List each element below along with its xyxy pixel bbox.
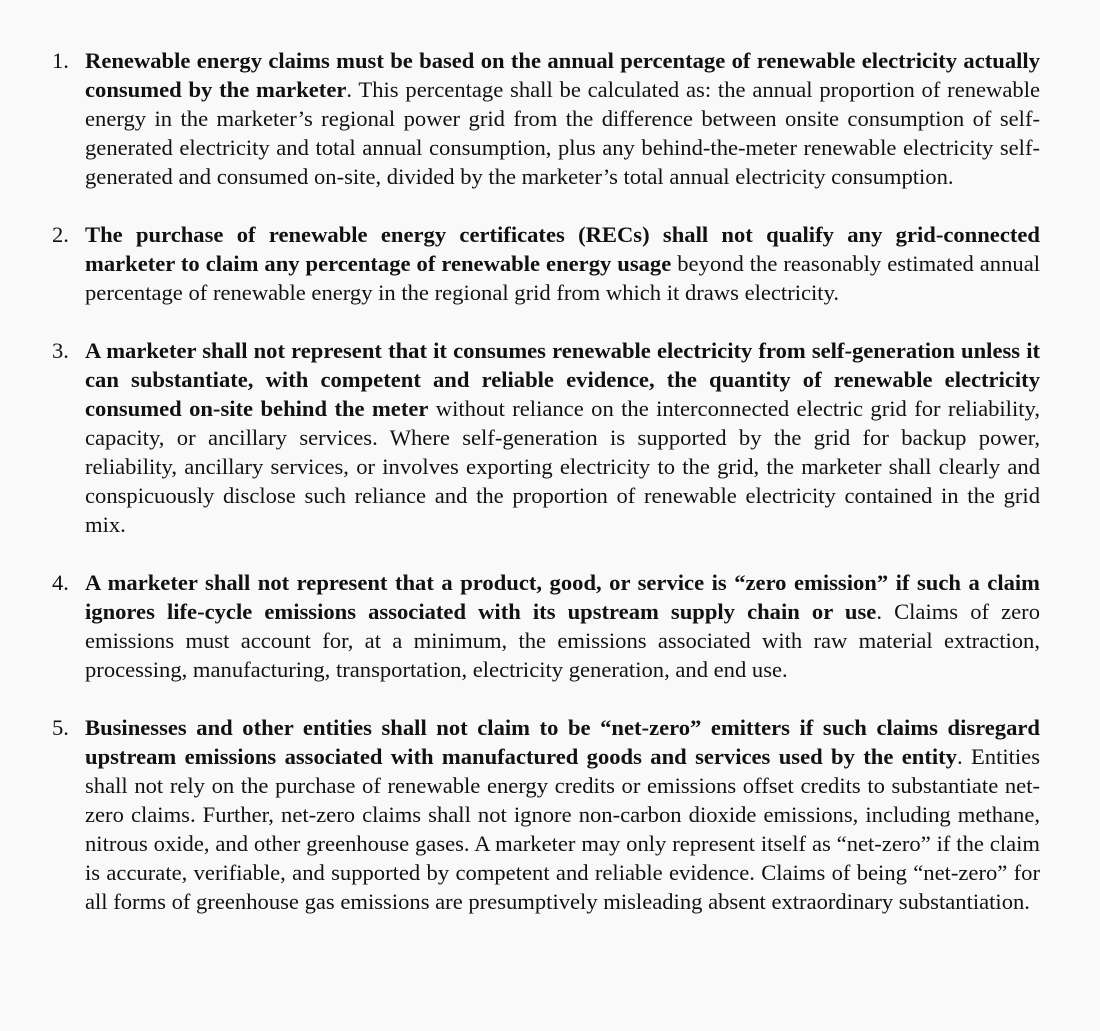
rule-heading: The purchase of renewable energy certificates (RECs) shall not qualify any grid-connected marketer to claim any percentage of renewable energy usage bbox=[85, 222, 1040, 276]
rule-heading: A marketer shall not represent that a product, good, or service is “zero emission” if such a claim ignores life-cycle emissions associated with its upstream supply chain or use bbox=[85, 570, 1040, 624]
rule-number: 1. bbox=[52, 48, 69, 73]
rules-list bbox=[0, 46, 1100, 916]
rule-body: . Claims of zero emissions must account for, at a minimum, the emissions associated with raw material extraction, processing, manufacturing, transportation, electricity generation, and end use. bbox=[85, 599, 1040, 682]
rule-item-5 bbox=[52, 713, 1040, 916]
rule-item-2 bbox=[52, 220, 1040, 307]
rule-body: beyond the reasonably estimated annual percentage of renewable energy in the regional grid from which it draws electricity. bbox=[85, 251, 1040, 305]
rule-number: 3. bbox=[52, 338, 69, 363]
rule-heading: A marketer shall not represent that it consumes renewable electricity from self-generation unless it can substantiate, with competent and reliable evidence, the quantity of renewable electricity consumed on-site behind the meter bbox=[85, 338, 1040, 421]
rule-body: without reliance on the interconnected electric grid for reliability, capacity, or ancillary services. Where self-generation is supported by the grid for backup power, reliability, ancillary services, or involves exporting electricity to the grid, the marketer shall clearly and conspicuously disclose such reliance and the proportion of renewable electricity contained in the grid mix. bbox=[85, 396, 1040, 537]
rule-number: 4. bbox=[52, 570, 69, 595]
rule-item-1 bbox=[52, 46, 1040, 191]
rule-number: 5. bbox=[52, 715, 69, 740]
rule-body: . Entities shall not rely on the purchase of renewable energy credits or emissions offset credits to substantiate net-zero claims. Further, net-zero claims shall not ignore non-carbon dioxide emissions, including methane, nitrous oxide, and other greenhouse gases. A marketer may only represent itself as “net-zero” if the claim is accurate, verifiable, and supported by competent and reliable evidence. Claims of being “net-zero” for all forms of greenhouse gas emissions are presumptively misleading absent extraordinary substantiation. bbox=[85, 744, 1040, 914]
rule-heading: Renewable energy claims must be based on the annual percentage of renewable electricity actually consumed by the marketer bbox=[85, 48, 1040, 102]
rule-number: 2. bbox=[52, 222, 69, 247]
rule-heading: Businesses and other entities shall not claim to be “net-zero” emitters if such claims disregard upstream emissions associated with manufactured goods and services used by the entity bbox=[85, 715, 1040, 769]
rule-item-3 bbox=[52, 336, 1040, 539]
rule-item-4 bbox=[52, 568, 1040, 684]
rule-body: . This percentage shall be calculated as: the annual proportion of renewable energy in the marketer’s regional power grid from the difference between onsite consumption of self-generated electricity and total annual consumption, plus any behind-the-meter renewable electricity self-generated and consumed on-site, divided by the marketer’s total annual electricity consumption. bbox=[85, 77, 1040, 189]
